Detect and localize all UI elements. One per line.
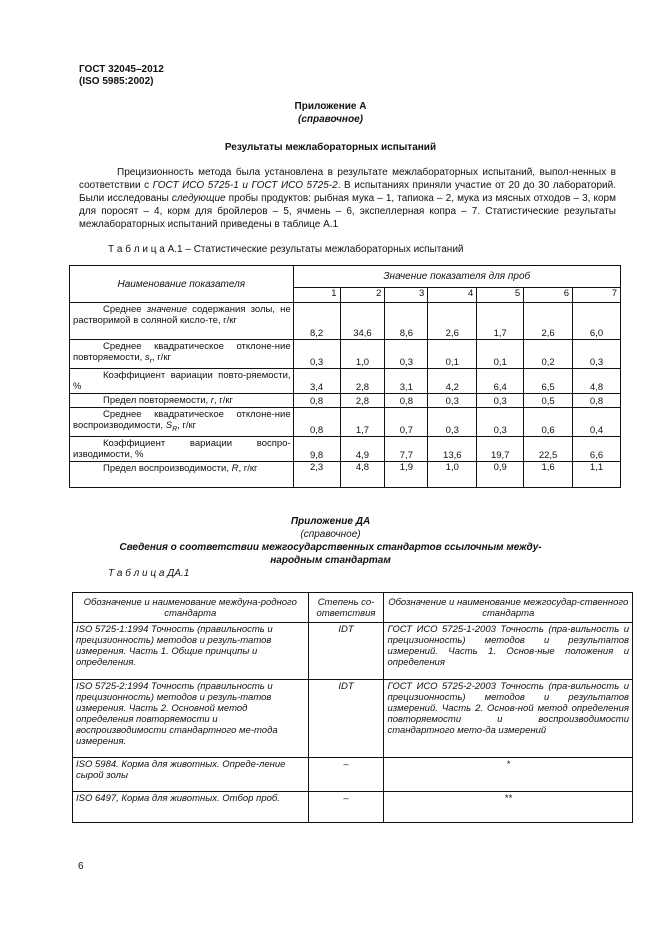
para-gost-ref-1: ГОСТ ИСО 5725-1 <box>152 180 239 191</box>
table-cell: 4,2 <box>428 368 477 393</box>
appendix-da-heading-line2: народным стандартам <box>270 555 391 566</box>
para-gost-ref-2: ГОСТ ИСО 5725-2 <box>251 180 338 191</box>
table-row <box>73 758 633 792</box>
sample-number: 6 <box>524 288 573 303</box>
table-a1-caption-label: Т а б л и ц а <box>108 244 165 255</box>
table-cell: 1,9 <box>385 461 428 487</box>
table-cell: 0,3 <box>428 407 477 436</box>
sample-number: 3 <box>385 288 428 303</box>
table-cell: 3,1 <box>385 368 428 393</box>
table-cell: 2,3 <box>293 461 340 487</box>
table-cell: 4,8 <box>573 368 621 393</box>
table-a1 <box>69 265 621 488</box>
table-cell: 0,3 <box>293 340 340 369</box>
table-cell: 4,8 <box>340 461 385 487</box>
standard-number: ГОСТ 32045–2012 <box>79 64 164 75</box>
interstate-standard-cell: ГОСТ ИСО 5725-2-2003 Точность (пра-вильность и прецизионность) методов и результатов измерений. Часть 2. Основ-ной метод определения повторяемости и воспроизводимости стандартного мето-да измерений <box>384 680 633 758</box>
table-a1-caption <box>108 244 464 256</box>
table-da1 <box>72 592 633 823</box>
appendix-da-subtitle: (справочное) <box>300 529 361 540</box>
appendix-da-title: Приложение ДА <box>290 516 371 527</box>
table-cell: 7,7 <box>385 436 428 461</box>
table-cell: 9,8 <box>293 436 340 461</box>
table-row <box>73 623 633 680</box>
para-emphasis: следующие <box>171 193 226 204</box>
table-cell: 4,9 <box>340 436 385 461</box>
page-number: 6 <box>78 861 84 872</box>
table-cell: 0,7 <box>385 407 428 436</box>
header-degree-of-conformity: Степень со-ответствия <box>308 593 384 623</box>
table-row <box>70 340 621 369</box>
appendix-a-heading: Результаты межлабораторных испытаний <box>224 142 437 153</box>
header-interstate-standard: Обозначение и наименование межгосудар-ственного стандарта <box>384 593 633 623</box>
table-cell: 0,3 <box>428 393 477 407</box>
table-cell: 13,6 <box>428 436 477 461</box>
table-cell: 1,6 <box>524 461 573 487</box>
sample-number: 1 <box>293 288 340 303</box>
table-row <box>73 680 633 758</box>
table-row <box>70 393 621 407</box>
table-cell: 0,8 <box>293 407 340 436</box>
table-cell: 0,8 <box>573 393 621 407</box>
table-cell: 0,3 <box>573 340 621 369</box>
table-cell: 0,4 <box>573 407 621 436</box>
international-standard-cell: ISO 5725-2:1994 Точность (правильность и прецизионность) методов и резуль-татов измерения. Часть 2. Основной метод определения повторяемости и воспроизводимости стандартного ме-тода измерения. <box>73 680 309 758</box>
sample-number: 2 <box>340 288 385 303</box>
table-cell: 6,0 <box>573 303 621 340</box>
table-cell: 0,8 <box>293 393 340 407</box>
indicator-name: Предел воспроизводимости, R, г/кг <box>70 461 294 487</box>
table-a1-caption-text: А.1 – Статистические результаты межлабораторных испытаний <box>167 244 464 255</box>
sample-number: 4 <box>428 288 477 303</box>
table-cell: 0,3 <box>477 407 524 436</box>
table-cell: 2,6 <box>428 303 477 340</box>
table-cell: 0,2 <box>524 340 573 369</box>
table-cell: 1,7 <box>340 407 385 436</box>
indicator-name: Коэффициент вариации воспро-изводимости, % <box>70 436 294 461</box>
document-header <box>79 64 164 88</box>
appendix-a-subtitle: (справочное) <box>298 114 363 125</box>
table-row <box>70 303 621 340</box>
table-cell: 34,6 <box>340 303 385 340</box>
table-cell: 2,8 <box>340 393 385 407</box>
indicator-name: Среднее значение содержания золы, не растворимой в соляной кисло-те, г/кг <box>70 303 294 340</box>
table-cell: 6,5 <box>524 368 573 393</box>
table-row <box>70 436 621 461</box>
table-row <box>70 407 621 436</box>
interstate-standard-cell: ** <box>384 792 633 823</box>
indicator-name: Среднее квадратическое отклоне-ние воспроизводимости, $S_R$, г/кг <box>70 407 294 436</box>
table-da1-caption: Т а б л и ц а ДА.1 <box>108 568 190 579</box>
table-cell: 2,8 <box>340 368 385 393</box>
header-values: Значение показателя для проб <box>293 266 620 288</box>
para-text: и <box>238 180 252 191</box>
indicator-name: Среднее квадратическое отклоне-ние повторяемости, $s_r$, г/кг <box>70 340 294 369</box>
degree-cell: – <box>308 758 384 792</box>
para-text: . В испытаниях приняли участие от 20 до 30 лабораторий. Были исследованы <box>79 180 616 204</box>
international-standard-cell: ISO 5984. Корма для животных. Опреде-ление сырой золы <box>73 758 309 792</box>
appendix-a-paragraph <box>79 166 616 231</box>
para-text: Прецизионность метода была установлена в результате межлабораторных испытаний, выпол-ненных в соответствии с <box>79 167 616 191</box>
degree-cell: – <box>308 792 384 823</box>
international-standard-cell: ISO 5725-1:1994 Точность (правильность и прецизионность) методов и резуль-татов измерения. Часть 1. Общие принципы и определения. <box>73 623 309 680</box>
interstate-standard-cell: * <box>384 758 633 792</box>
table-cell: 0,8 <box>385 393 428 407</box>
header-indicator-name: Наименование показателя <box>70 266 294 303</box>
table-cell: 3,4 <box>293 368 340 393</box>
interstate-standard-cell: ГОСТ ИСО 5725-1-2003 Точность (пра-вильность и прецизионность) методов и результатов измерений. Часть 1. Основ-ные положения и определения <box>384 623 633 680</box>
sample-number: 5 <box>477 288 524 303</box>
table-cell: 0,9 <box>477 461 524 487</box>
table-cell: 0,1 <box>428 340 477 369</box>
table-cell: 1,7 <box>477 303 524 340</box>
sample-number: 7 <box>573 288 621 303</box>
degree-cell: IDT <box>308 680 384 758</box>
table-cell: 1,1 <box>573 461 621 487</box>
table-row <box>73 792 633 823</box>
table-cell: 0,6 <box>524 407 573 436</box>
table-cell: 8,2 <box>293 303 340 340</box>
table-cell: 22,5 <box>524 436 573 461</box>
table-cell: 0,1 <box>477 340 524 369</box>
table-row <box>70 461 621 487</box>
table-cell: 2,6 <box>524 303 573 340</box>
para-text: пробы продуктов: рыбная мука – 1, тапиока – 2, мука из мясных отходов – 3, корм для поросят – 4, корм для бройлеров – 5, ячмень – 6, экспеллерная копра – 7. Статистические результаты межлабораторных испытаний приведены в таблице А.1 <box>79 193 616 230</box>
degree-cell: IDT <box>308 623 384 680</box>
appendix-da-heading-line1: Сведения о соответствии межгосударственных стандартов ссылочным между- <box>119 542 542 553</box>
table-cell: 8,6 <box>385 303 428 340</box>
table-cell: 1,0 <box>340 340 385 369</box>
table-cell: 1,0 <box>428 461 477 487</box>
table-cell: 0,5 <box>524 393 573 407</box>
table-cell: 0,3 <box>477 393 524 407</box>
table-cell: 6,6 <box>573 436 621 461</box>
international-standard-cell: ISO 6497, Корма для животных. Отбор проб. <box>73 792 309 823</box>
table-cell: 6,4 <box>477 368 524 393</box>
indicator-name: Предел повторяемости, r, г/кг <box>70 393 294 407</box>
indicator-name: Коэффициент вариации повто-ряемости, % <box>70 368 294 393</box>
table-row <box>70 368 621 393</box>
appendix-a-title: Приложение А <box>294 101 367 112</box>
iso-reference: (ISO 5985:2002) <box>79 76 154 87</box>
header-international-standard: Обозначение и наименование междуна-родного стандарта <box>73 593 309 623</box>
table-cell: 19,7 <box>477 436 524 461</box>
table-cell: 0,3 <box>385 340 428 369</box>
